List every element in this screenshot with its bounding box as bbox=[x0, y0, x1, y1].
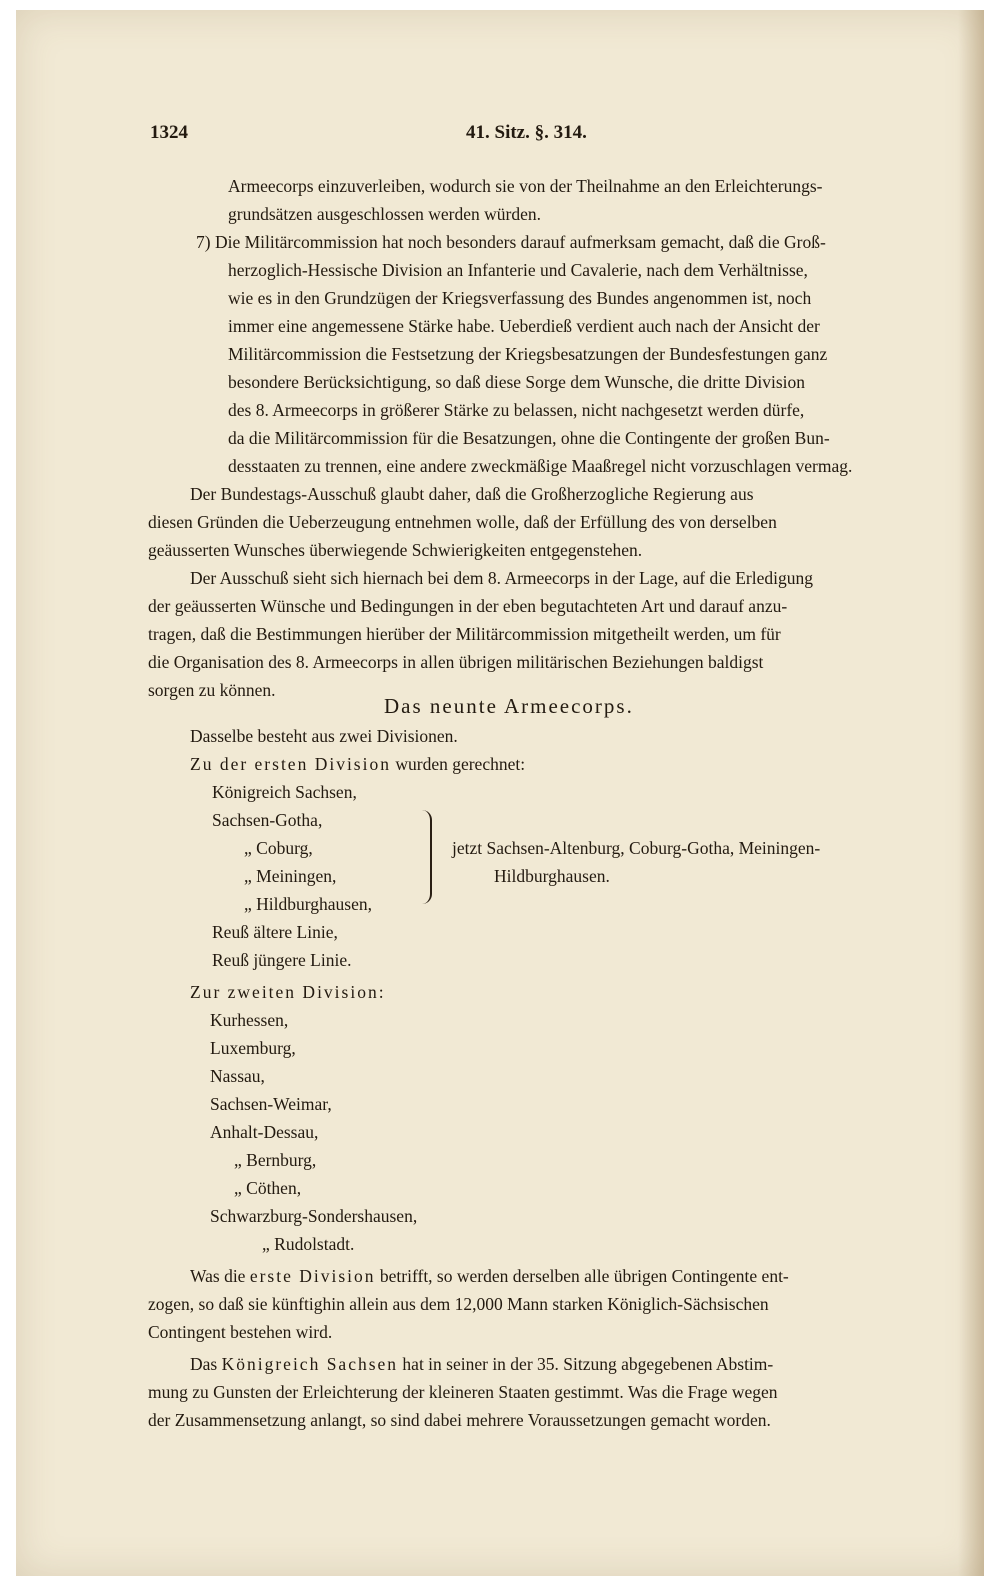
page-spine-shadow bbox=[958, 10, 984, 1576]
text-line: grundsätzen ausgeschlossen werden würden. bbox=[228, 204, 541, 224]
text-segment: hat in seiner in der 35. Sitzung abgegebenen Abstim- bbox=[398, 1354, 774, 1374]
text-line bbox=[190, 1262, 789, 1291]
division-1-note-line: jetzt Sachsen-Altenburg, Coburg-Gotha, Meiningen- bbox=[452, 838, 821, 858]
text-line bbox=[190, 1350, 773, 1379]
list-item: Reuß jüngere Linie. bbox=[212, 950, 352, 970]
brace-bracket bbox=[420, 810, 432, 904]
list-item: Reuß ältere Linie, bbox=[212, 922, 338, 942]
text-line: der geäusserten Wünsche und Bedingungen in der eben begutachteten Art und darauf anzu- bbox=[148, 596, 788, 616]
list-item: Luxemburg, bbox=[210, 1038, 296, 1058]
text-line: 7) Die Militärcommission hat noch besonders darauf aufmerksam gemacht, daß die Groß- bbox=[196, 232, 826, 252]
list-item: „ Cöthen, bbox=[234, 1178, 302, 1198]
text-line: des 8. Armeecorps in größerer Stärke zu belassen, nicht nachgesetzt werden dürfe, bbox=[228, 400, 805, 420]
list-item: Anhalt-Dessau, bbox=[210, 1122, 319, 1142]
list-item: Nassau, bbox=[210, 1066, 265, 1086]
division-2-heading: Zur zweiten Division: bbox=[190, 982, 386, 1002]
division-1-heading bbox=[190, 750, 525, 779]
text-segment: Was die bbox=[190, 1266, 250, 1286]
section-header: 41. Sitz. §. 314. bbox=[466, 122, 587, 143]
list-item: „ Bernburg, bbox=[234, 1150, 317, 1170]
division-1-note-line: Hildburghausen. bbox=[494, 866, 610, 886]
list-item: Schwarzburg-Sondershausen, bbox=[210, 1206, 418, 1226]
text-line: Dasselbe besteht aus zwei Divisionen. bbox=[190, 726, 458, 746]
list-item: „ Coburg, bbox=[244, 838, 313, 858]
section-title: Das neunte Armeecorps. bbox=[384, 694, 634, 718]
text-segment: betrifft, so werden derselben alle übrigen Contingente ent- bbox=[375, 1266, 789, 1286]
text-line: der Zusammensetzung anlangt, so sind dabei mehrere Voraussetzungen gemacht worden. bbox=[148, 1410, 771, 1430]
text-line: mung zu Gunsten der Erleichterung der kleineren Staaten gestimmt. Was die Frage wegen bbox=[148, 1382, 778, 1402]
text-segment: Das bbox=[190, 1354, 222, 1374]
text-line: zogen, so daß sie künftighin allein aus dem 12,000 Mann starken Königlich-Sächsischen bbox=[148, 1294, 769, 1314]
list-item: Kurhessen, bbox=[210, 1010, 289, 1030]
text-line: tragen, daß die Bestimmungen hierüber der Militärcommission mitgetheilt werden, um für bbox=[148, 624, 781, 644]
page-number: 1324 bbox=[150, 122, 188, 143]
text-segment-spaced: Königreich Sachsen bbox=[221, 1354, 399, 1374]
text-line: immer eine angemessene Stärke habe. Ueberdieß verdient auch nach der Ansicht der bbox=[228, 316, 820, 336]
list-item: „ Meiningen, bbox=[244, 866, 337, 886]
text-line: wie es in den Grundzügen der Kriegsverfassung des Bundes angenommen ist, noch bbox=[228, 288, 812, 308]
text-line: Contingent bestehen wird. bbox=[148, 1322, 333, 1342]
text-line: da die Militärcommission für die Besatzungen, ohne die Contingente der großen Bun- bbox=[228, 428, 830, 448]
text-line: herzoglich-Hessische Division an Infanterie und Cavalerie, nach dem Verhältnisse, bbox=[228, 260, 808, 280]
list-item: Sachsen-Weimar, bbox=[210, 1094, 332, 1114]
list-item: „ Hildburghausen, bbox=[244, 894, 372, 914]
division-1-heading-rest: wurden gerechnet: bbox=[390, 754, 526, 774]
division-1-heading-spaced: Zu der ersten Division bbox=[190, 754, 391, 774]
text-line: Militärcommission die Festsetzung der Kriegsbesatzungen der Bundesfestungen ganz bbox=[228, 344, 828, 364]
text-line: Der Ausschuß sieht sich hiernach bei dem 8. Armeecorps in der Lage, auf die Erledigung bbox=[190, 568, 814, 588]
text-segment-spaced: erste Division bbox=[249, 1266, 376, 1286]
list-item: Sachsen-Gotha, bbox=[212, 810, 323, 830]
list-item: Königreich Sachsen, bbox=[212, 782, 357, 802]
text-line: diesen Gründen die Ueberzeugung entnehmen wolle, daß der Erfüllung des von derselben bbox=[148, 512, 777, 532]
text-line: geäusserten Wunsches überwiegende Schwierigkeiten entgegenstehen. bbox=[148, 540, 643, 560]
list-item: „ Rudolstadt. bbox=[262, 1234, 355, 1254]
text-line: sorgen zu können. bbox=[148, 680, 276, 700]
text-line: desstaaten zu trennen, eine andere zweckmäßige Maaßregel nicht vorzuschlagen vermag. bbox=[228, 456, 853, 476]
text-line: die Organisation des 8. Armeecorps in allen übrigen militärischen Beziehungen baldigst bbox=[148, 652, 764, 672]
text-line: Armeecorps einzuverleiben, wodurch sie von der Theilnahme an den Erleichterungs- bbox=[228, 176, 823, 196]
text-line: Der Bundestags-Ausschuß glaubt daher, daß die Großherzogliche Regierung aus bbox=[190, 484, 754, 504]
text-line: besondere Berücksichtigung, so daß diese Sorge dem Wunsche, die dritte Division bbox=[228, 372, 806, 392]
